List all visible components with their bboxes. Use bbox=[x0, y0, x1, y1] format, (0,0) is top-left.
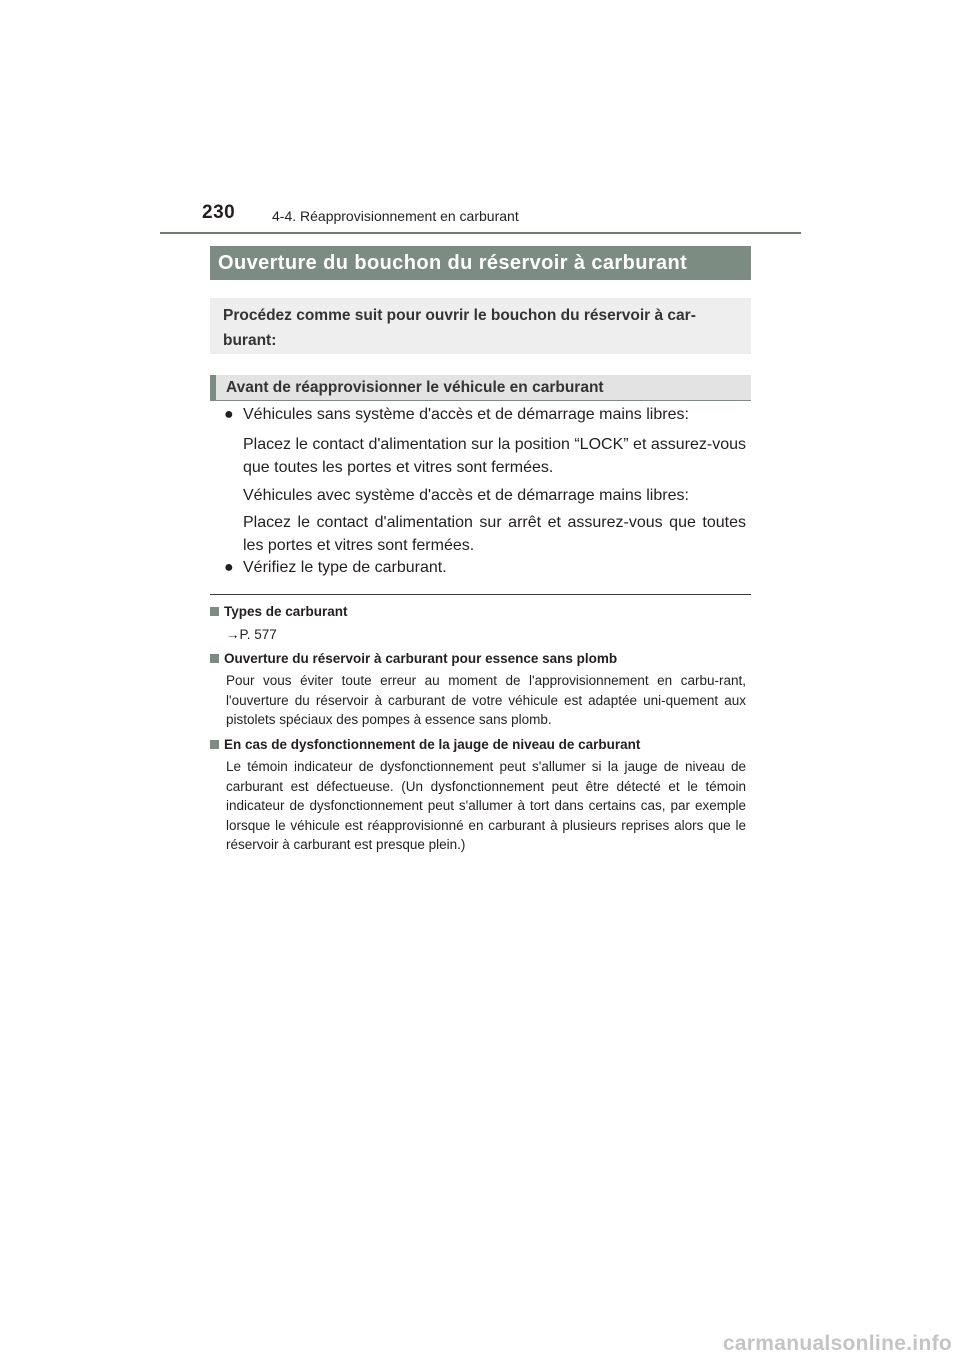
instruction-paragraph: Placez le contact d'alimentation sur arrêt et assurez-vous que toutes les portes et vitres sont fermées. bbox=[243, 514, 746, 554]
note-heading: En cas de dysfonctionnement de la jauge de niveau de carburant bbox=[210, 737, 640, 752]
note-text: Pour vous éviter toute erreur au moment de l'approvisionnement en carbu-rant, l'ouverture du réservoir à carburant de votre véhicule est adaptée uni-quement aux pistolets spéciaux des pompes à essence sans plomb. bbox=[226, 673, 746, 728]
intro-box bbox=[210, 298, 751, 354]
note-text: Le témoin indicateur de dysfonctionnement peut s'allumer si la jauge de niveau de carburant est défectueuse. (Un dysfonctionnement peut être détecté et le témoin indicateur de dysfonctionnement peut s'allumer à tort dans certains cas, par exemple lorsque le véhicule est réapprovisionné en carburant à plusieurs reprises alors que le réservoir à carburant est presque plein.) bbox=[226, 759, 746, 853]
bullet-icon: ● bbox=[224, 406, 234, 423]
square-bullet-icon bbox=[210, 740, 219, 749]
running-header: 4-4. Réapprovisionnement en carburant bbox=[272, 208, 519, 224]
watermark: carmanualsonline.info bbox=[722, 1332, 952, 1355]
page-reference: →P. 577 bbox=[226, 627, 277, 642]
bullet-text: Vérifiez le type de carburant. bbox=[243, 559, 447, 576]
note-heading: Ouverture du réservoir à carburant pour essence sans plomb bbox=[210, 651, 617, 666]
page-number: 230 bbox=[202, 202, 236, 223]
square-bullet-icon bbox=[210, 607, 219, 616]
square-bullet-icon bbox=[210, 654, 219, 663]
instruction-paragraph: Placez le contact d'alimentation sur la position “LOCK” et assurez-vous que toutes les portes et vitres sont fermées. bbox=[243, 436, 746, 476]
note-heading: Types de carburant bbox=[210, 604, 348, 619]
bullet-item bbox=[224, 406, 689, 424]
section-title: Ouverture du bouchon du réservoir à carburant bbox=[210, 246, 751, 280]
intro-line: burant: bbox=[223, 332, 277, 349]
section-divider bbox=[210, 594, 751, 595]
header-rule bbox=[160, 232, 801, 234]
intro-line: Procédez comme suit pour ouvrir le bouchon du réservoir à car- bbox=[223, 307, 696, 324]
bullet-text: Véhicules sans système d'accès et de démarrage mains libres: bbox=[243, 406, 689, 423]
instruction-paragraph: Véhicules avec système d'accès et de démarrage mains libres: bbox=[243, 487, 689, 504]
bullet-icon: ● bbox=[224, 559, 234, 576]
bullet-item bbox=[224, 559, 447, 577]
subsection-title: Avant de réapprovisionner le véhicule en carburant bbox=[210, 375, 751, 401]
